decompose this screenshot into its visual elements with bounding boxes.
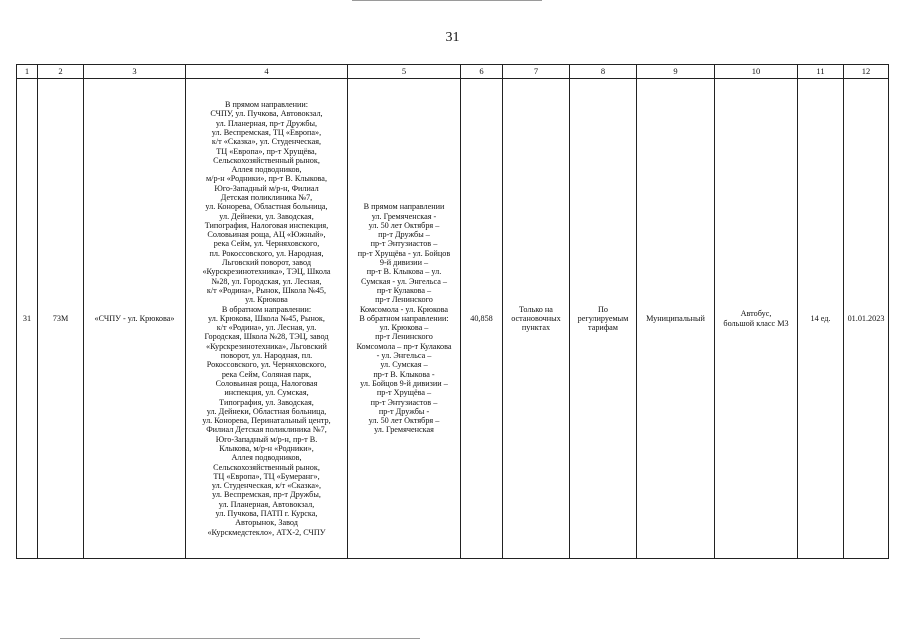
col-header-5: 5: [348, 65, 461, 79]
roads-list-cell: В прямом направлении ул. Гремяченская - ул. 50 лет Октября – пр-т Дружбы – пр-т Энтузиастов – пр-т Хрущёва - ул. Бойцов 9-й дивизии – пр-т В. Клыкова – ул. Сумская - ул. Энгельса – пр-т Кулакова – пр-т Ленинского Комсомола - ул. Крюкова В обратном направлении: ул. Крюкова – пр-т Ленинского Комсомола – пр-т Кулакова - ул. Энгельса – ул. Сумская – пр-т В. Клыкова - ул. Бойцов 9-й дивизии – пр-т Хрущёва – пр-т Энтузиастов – пр-т Дружбы - ул. 50 лет Октября – ул. Гремяченская: [348, 79, 461, 559]
vehicle-class-cell: Автобус, большой класс М3: [715, 79, 798, 559]
top-edge-mark: [352, 0, 542, 1]
col-header-1: 1: [17, 65, 38, 79]
col-header-11: 11: [798, 65, 844, 79]
col-header-7: 7: [503, 65, 570, 79]
col-header-9: 9: [637, 65, 715, 79]
tariff-cell: По регулируемым тарифам: [570, 79, 637, 559]
col-header-3: 3: [84, 65, 186, 79]
route-length-cell: 40,858: [461, 79, 503, 559]
routes-table: [16, 64, 889, 559]
route-name-cell: «СЧПУ - ул. Крюкова»: [84, 79, 186, 559]
col-header-6: 6: [461, 65, 503, 79]
vehicle-count-cell: 14 ед.: [798, 79, 844, 559]
route-number-cell: 73М: [38, 79, 84, 559]
stops-mode-cell: Только на остановочных пунктах: [503, 79, 570, 559]
col-header-4: 4: [186, 65, 348, 79]
col-header-8: 8: [570, 65, 637, 79]
table-row: [17, 79, 889, 559]
bottom-edge-mark: [60, 638, 420, 639]
col-header-12: 12: [844, 65, 889, 79]
page-number: 31: [445, 30, 460, 45]
header-row: [17, 65, 889, 79]
stops-list-cell: В прямом направлении: СЧПУ, ул. Пучкова, Автовокзал, ул. Планерная, пр-т Дружбы, ул. Веспремская, ТЦ «Европа», к/т «Сказка», ул. Студенческая, ТЦ «Европа», пр-т Хрущёва, Сельскохозяйственный рынок, Аллея подводников, м/р-н «Родники», пр-т В. Клыкова, Юго-Западный м/р-н, Филиал Детская поликлиника №7, ул. Конорева, Областная больница, ул. Дейнеки, ул. Заводская, Типография, Налоговая инспекция, Соловьиная роща, АЦ «Южный», река Сейм, ул. Черняховского, пл. Рокоссовского, ул. Народная, Льговский поворот, завод «Курскрезинотехника», ТЭЦ, Школа №28, ул. Городская, ул. Лесная, к/т «Родина», Рынок, Школа №45, ул. Крюкова В обратном направлении: ул. Крюкова, Школа №45, Рынок, к/т «Родина», ул. Лесная, ул. Городская, Школа №28, ТЭЦ, завод «Курскрезинотехника», Льговский поворот, ул. Народная, пл. Рокоссовского, ул. Черняховского, река Сейм, Соляная парк, Соловьиная роща, Налоговая инспекция, ул. Сумская, Типография, ул. Заводская, ул. Дейнеки, Областная больница, ул. Конорева, Перинатальный центр, Филиал Детская поликлиника №7, Юго-Западный м/р-н, пр-т В. Клыкова, м/р-н «Родники», Аллея подводников, Сельскохозяйственный рынок, ТЦ «Европа», ТЦ «Бумеранг», ул. Студенческая, к/т «Сказка», ул. Веспремская, пр-т Дружбы, ул. Планерная, Автовокзал, ул. Пучкова, ПАТП г. Курска, Авторынок, Завод «Курскмедстекло», АТХ-2, СЧПУ: [186, 79, 348, 559]
route-index-cell: 31: [17, 79, 38, 559]
ownership-cell: Муниципальный: [637, 79, 715, 559]
col-header-2: 2: [38, 65, 84, 79]
start-date-cell: 01.01.2023: [844, 79, 889, 559]
col-header-10: 10: [715, 65, 798, 79]
